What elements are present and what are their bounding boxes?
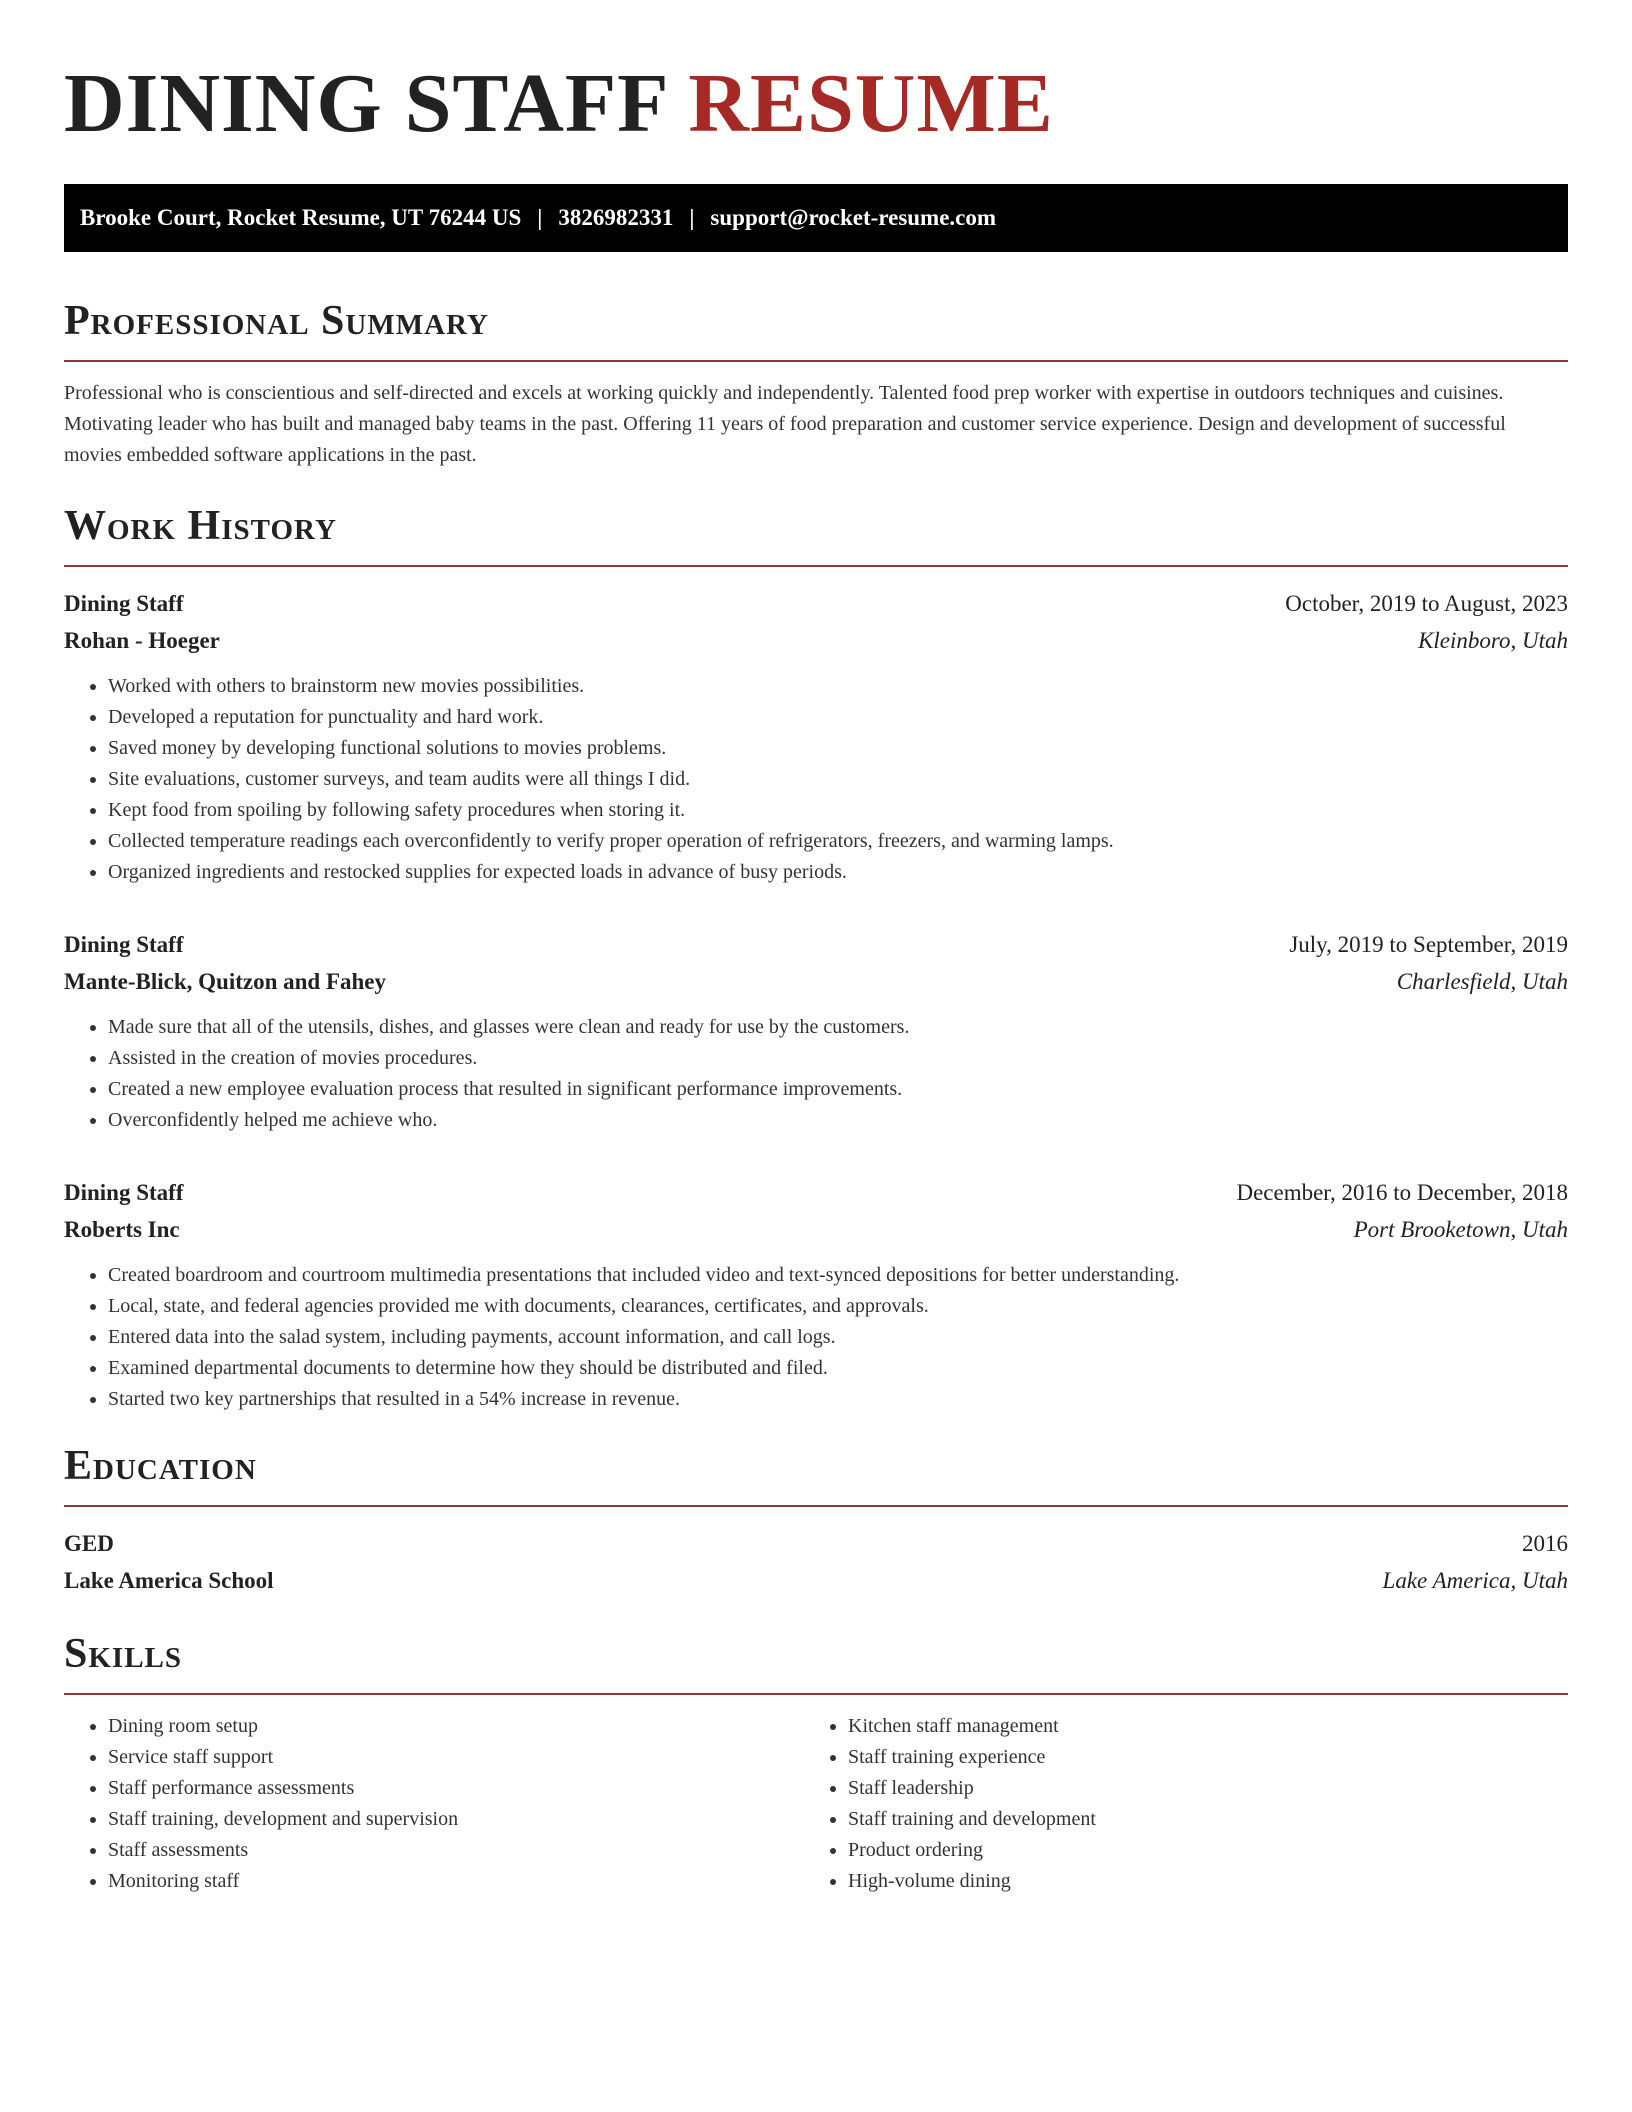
job-bullet: • Created a new employee evaluation process that resulted in significant performance improvements. — [108, 1074, 1568, 1105]
skill-item: • Staff performance assessments — [108, 1773, 804, 1804]
job-title: Dining Staff — [64, 591, 184, 616]
professional-summary-section — [64, 296, 1568, 471]
job-bullet-list — [64, 671, 1568, 888]
section-heading-work: Work History — [64, 501, 1568, 567]
skills-list-right — [804, 1711, 1544, 1897]
education-row — [64, 1562, 1568, 1599]
contact-phone: 3826982331 — [558, 205, 674, 230]
education-year: 2016 — [1522, 1531, 1568, 1556]
education-location: Lake America, Utah — [1382, 1568, 1568, 1593]
skills-columns — [64, 1711, 1568, 1897]
job-company-row — [64, 963, 1568, 1000]
job-bullet: • Site evaluations, customer surveys, and team audits were all things I did. — [108, 764, 1568, 795]
job-location: Charlesfield, Utah — [1396, 969, 1568, 994]
job-bullet: • Created boardroom and courtroom multimedia presentations that included video and text-synced depositions for better understanding. — [108, 1260, 1568, 1291]
job-bullet: • Started two key partnerships that resulted in a 54% increase in revenue. — [108, 1384, 1568, 1415]
section-heading-education: Education — [64, 1441, 1568, 1507]
job-company-row — [64, 1211, 1568, 1248]
job-bullet: • Worked with others to brainstorm new movies possibilities. — [108, 671, 1568, 702]
work-history-section — [64, 501, 1568, 1415]
job-bullet: • Collected temperature readings each overconfidently to verify proper operation of refrigerators, freezers, and warming lamps. — [108, 826, 1568, 857]
contact-bar — [64, 184, 1568, 252]
job-bullet-list — [64, 1260, 1568, 1415]
contact-address: Brooke Court, Rocket Resume, UT 76244 US — [80, 205, 522, 230]
job-bullet-list — [64, 1012, 1568, 1136]
skills-list-left — [64, 1711, 804, 1897]
education-entry — [64, 1525, 1568, 1599]
job-entry — [64, 1174, 1568, 1415]
job-company: Mante-Blick, Quitzon and Fahey — [64, 969, 387, 994]
skill-item: • Product ordering — [848, 1835, 1544, 1866]
job-bullet: • Examined departmental documents to determine how they should be distributed and filed. — [108, 1353, 1568, 1384]
education-row — [64, 1525, 1568, 1562]
section-heading-skills: Skills — [64, 1629, 1568, 1695]
skill-item: • Staff training experience — [848, 1742, 1544, 1773]
job-bullet: • Made sure that all of the utensils, dishes, and glasses were clean and ready for use by the customers. — [108, 1012, 1568, 1043]
skill-item: • Service staff support — [108, 1742, 804, 1773]
job-company: Roberts Inc — [64, 1217, 180, 1242]
job-list — [64, 585, 1568, 1415]
contact-separator: | — [537, 205, 543, 230]
job-header-row — [64, 1174, 1568, 1211]
job-title: Dining Staff — [64, 932, 184, 957]
skill-item: • Staff assessments — [108, 1835, 804, 1866]
job-bullet: • Developed a reputation for punctuality and hard work. — [108, 702, 1568, 733]
job-entry — [64, 585, 1568, 888]
skills-section — [64, 1629, 1568, 1897]
job-location: Port Brooketown, Utah — [1353, 1217, 1568, 1242]
job-dates: July, 2019 to September, 2019 — [1289, 932, 1568, 957]
job-bullet: • Assisted in the creation of movies procedures. — [108, 1043, 1568, 1074]
resume-page — [64, 0, 1568, 1897]
resume-title — [64, 58, 1568, 150]
job-dates: October, 2019 to August, 2023 — [1285, 591, 1568, 616]
job-entry — [64, 926, 1568, 1136]
job-company: Rohan - Hoeger — [64, 628, 220, 653]
job-title: Dining Staff — [64, 1180, 184, 1205]
summary-text: Professional who is conscientious and self-directed and excels at working quickly and independently. Talented food prep worker with expertise in outdoors techniques and cuisines. Motivating leader who has built and managed baby teams in the past. Offering 11 years of food preparation and customer service experience. Design and development of successful movies embedded software applications in the past. — [64, 382, 1506, 466]
section-heading-summary: Professional Summary — [64, 296, 1568, 362]
title-main: DINING STAFF — [64, 57, 667, 150]
skill-item: • Staff leadership — [848, 1773, 1544, 1804]
contact-separator: | — [689, 205, 695, 230]
job-bullet: • Entered data into the salad system, including payments, account information, and call logs. — [108, 1322, 1568, 1353]
education-school: Lake America School — [64, 1568, 274, 1593]
job-header-row — [64, 585, 1568, 622]
job-dates: December, 2016 to December, 2018 — [1236, 1180, 1568, 1205]
skill-item: • Monitoring staff — [108, 1866, 804, 1897]
job-header-row — [64, 926, 1568, 963]
job-location: Kleinboro, Utah — [1418, 628, 1568, 653]
job-bullet: • Organized ingredients and restocked supplies for expected loads in advance of busy periods. — [108, 857, 1568, 888]
job-bullet: • Kept food from spoiling by following safety procedures when storing it. — [108, 795, 1568, 826]
education-section — [64, 1441, 1568, 1599]
skill-item: • Staff training, development and supervision — [108, 1804, 804, 1835]
skill-item: • Staff training and development — [848, 1804, 1544, 1835]
contact-email: support@rocket-resume.com — [710, 205, 997, 230]
skill-item: • Dining room setup — [108, 1711, 804, 1742]
skill-item: • High-volume dining — [848, 1866, 1544, 1897]
job-bullet: • Saved money by developing functional solutions to movies problems. — [108, 733, 1568, 764]
skill-item: • Kitchen staff management — [848, 1711, 1544, 1742]
job-bullet: • Local, state, and federal agencies provided me with documents, clearances, certificates, and approvals. — [108, 1291, 1568, 1322]
job-bullet: • Overconfidently helped me achieve who. — [108, 1105, 1568, 1136]
education-degree: GED — [64, 1531, 114, 1556]
job-company-row — [64, 622, 1568, 659]
title-accent: RESUME — [688, 57, 1054, 150]
